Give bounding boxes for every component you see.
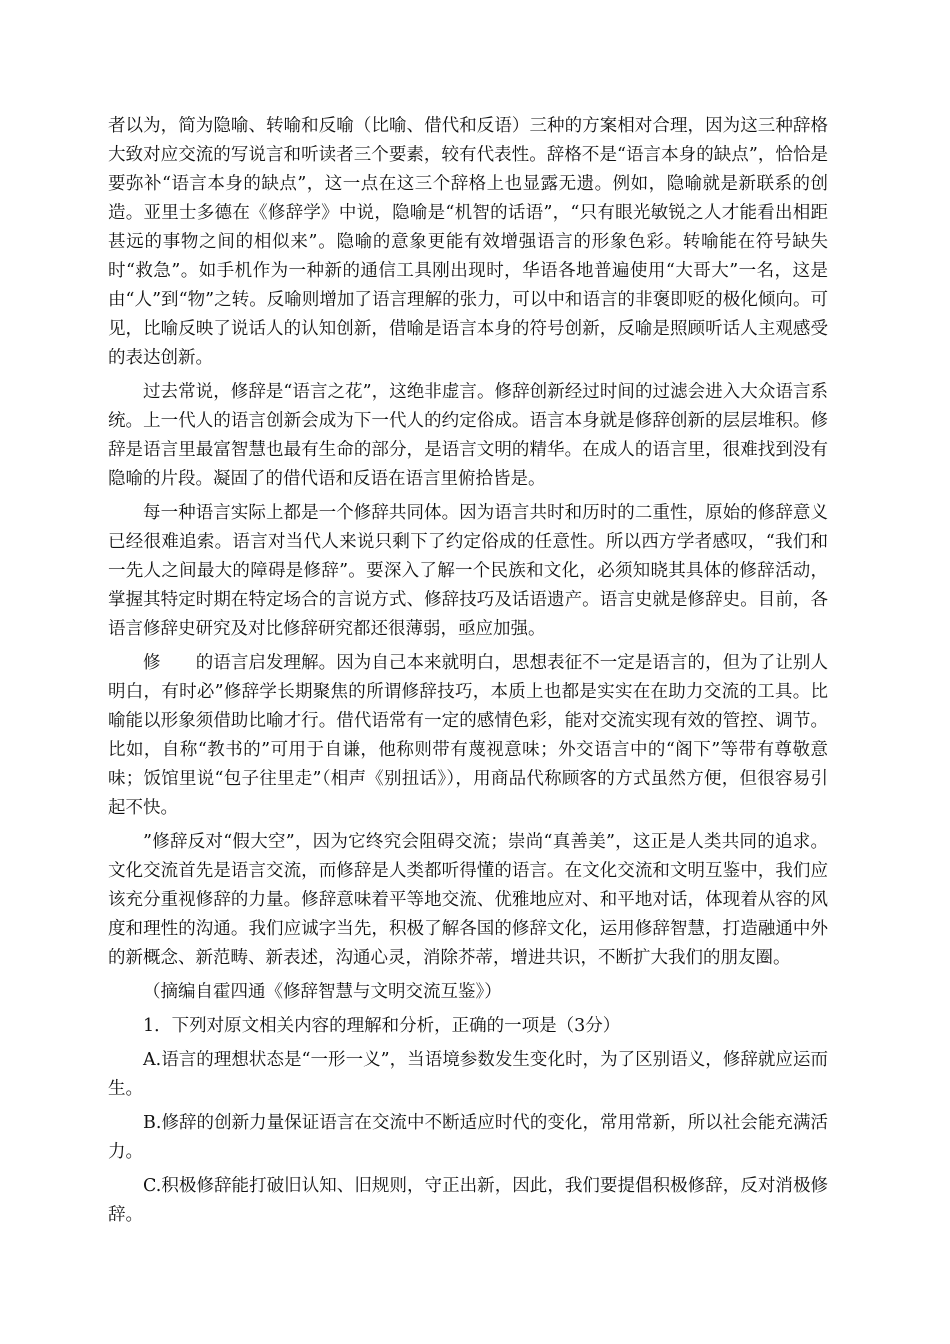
article-paragraph-1: 者以为，简为隐喻、转喻和反喻（比喻、借代和反语）三种的方案相对合理，因为这三种辞格大致对应交流的写说言和听读者三个要素，较有代表性。辞格不是“语言本身的缺点”，恰恰是要弥补“语言本身的缺点”，这一点在这三个辞格上也显露无遗。例如，隐喻就是新联系的创造。亚里士多德在《修辞学》中说，隐喻是“机智的话语”，“只有眼光敏锐之人才能看出相距甚远的事物之间的相似来”。隐喻的意象更能有效增强语言的形象色彩。转喻能在符号缺失时“救急”。如手机作为一种新的通信工具刚出现时，华语各地普遍使用“大哥大”一名，这是由“人”到“物”之转。反喻则增加了语言理解的张力，可以中和语言的非褒即贬的极化倾向。可见，比喻反映了说话人的认知创新，借喻是语言本身的符号创新，反喻是照顾听话人主观感受的表达创新。 (108, 116, 828, 368)
question-option-a: A.语言的理想状态是“一形一义”，当语境参数发生变化时，为了区别语义，修辞就应运而生。 (108, 1050, 828, 1099)
question-option-b: B.修辞的创新力量保证语言在交流中不断适应时代的变化，常用常新，所以社会能充满活力。 (108, 1113, 828, 1162)
article-paragraph-3: 每一种语言实际上都是一个修辞共同体。因为语言共时和历时的二重性，原始的修辞意义已经很难追索。语言对当代人来说只剩下了约定俗成的任意性。所以西方学者感叹，“我们和一先人之间最大的障碍是修辞”。要深入了解一个民族和文化，必须知晓其具体的修辞活动，掌握其特定时期在特定场合的言说方式、修辞技巧及话语遗产。语言史就是修辞史。目前，各语言修辞史研究及对比修辞研究都还很薄弱，亟应加强。 (108, 503, 828, 639)
question-stem: 1．下列对原文相关内容的理解和分析，正确的一项是（3分） (143, 1016, 621, 1036)
article-paragraph-5: ”修辞反对“假大空”，因为它终究会阻碍交流；崇尚“真善美”，这正是人类共同的追求。文化交流首先是语言交流，而修辞是人类都听得懂的语言。在文化交流和文明互鉴中，我们应该充分重视修辞的力量。修辞意味着平等地交流、优雅地应对、和平地对话，体现着从容的风度和理性的沟通。我们应诚字当先，积极了解各国的修辞文化，运用修辞智慧，打造融通中外的新概念、新范畴、新表述，沟通心灵，消除芥蒂，增进共识，不断扩大我们的朋友圈。 (108, 832, 828, 968)
article-paragraph-2: 过去常说，修辞是“语言之花”，这绝非虚言。修辞创新经过时间的过滤会进入大众语言系统。上一代人的语言创新会成为下一代人的约定俗成。语言本身就是修辞创新的层层堆积。修辞是语言里最富智慧也最有生命的部分，是语言文明的精华。在成人的语言里，很难找到没有隐喻的片段。凝固了的借代语和反语在语言里俯拾皆是。 (108, 382, 828, 489)
article-source: （摘编自霍四通《修辞智慧与文明交流互鉴》） (143, 982, 502, 1002)
article-paragraph-4: 修 的语言启发理解。因为自己本来就明白，思想表征不一定是语言的，但为了让别人明白，有时必”修辞学长期聚焦的所谓修辞技巧，本质上也都是实实在在助力交流的工具。比喻能以形象须借助比喻才行。借代语常有一定的感情色彩，能对交流实现有效的管控、调节。比如，自称“教书的”可用于自谦，他称则带有蔑视意味；外交语言中的“阁下”等带有尊敬意味；饭馆里说“包子往里走”（相声《别扭话》），用商品代称顾客的方式虽然方便，但很容易引起不快。 (108, 653, 828, 818)
question-option-c: C.积极修辞能打破旧认知、旧规则，守正出新，因此，我们要提倡积极修辞，反对消极修辞。 (108, 1176, 828, 1225)
document-page (108, 112, 828, 1235)
